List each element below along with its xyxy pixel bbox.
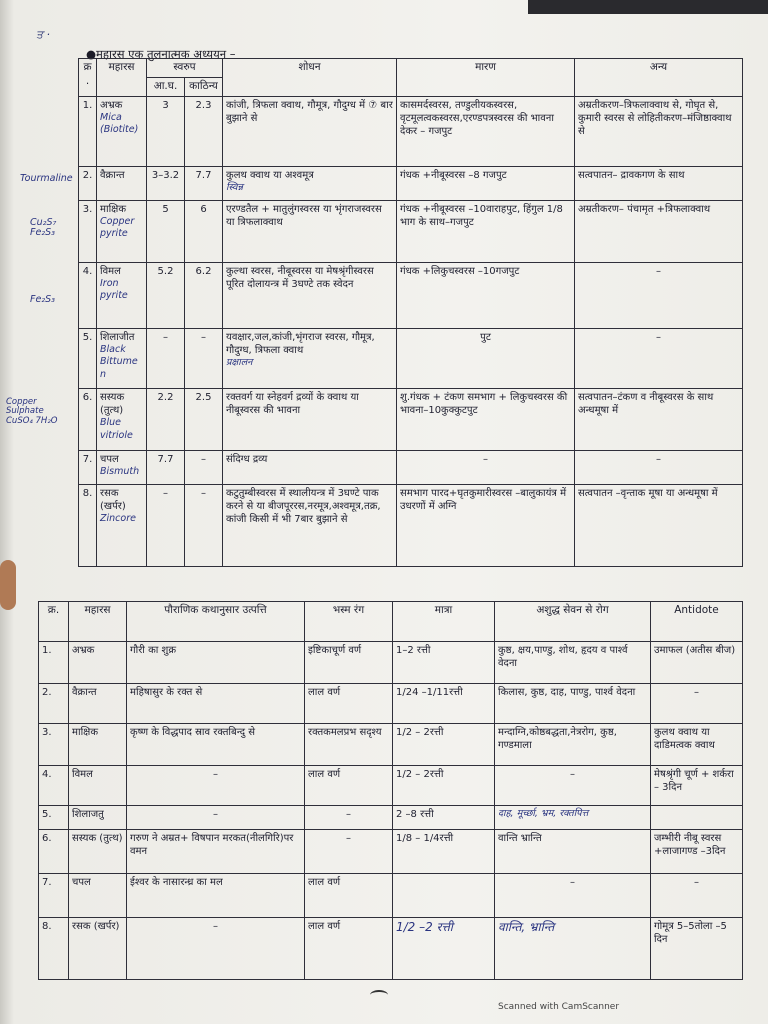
row-color: रक्तकमलप्रभ सदृश्य <box>305 724 393 766</box>
row-name: रसक (खर्पर) Zincore <box>97 484 147 566</box>
row-disease: वान्ति भ्रान्ति <box>495 830 651 874</box>
finger-shadow <box>0 560 16 610</box>
properties-table <box>38 601 743 980</box>
header-story: पौराणिक कथानुसार उत्पत्ति <box>127 602 305 642</box>
row-num: 7. <box>39 874 69 918</box>
row-num: 5. <box>79 328 97 388</box>
row-color: – <box>305 830 393 874</box>
row-num: 2. <box>79 166 97 200</box>
table-row <box>39 684 743 724</box>
table-row <box>79 200 743 262</box>
header-num: क्र. <box>39 602 69 642</box>
row-anya: सत्वपातन –वृन्ताक मूषा या अन्धमूषा में <box>575 484 743 566</box>
header-hardness: काठिन्य <box>185 77 223 96</box>
row-disease: मन्दाग्नि,कोष्ठबद्धता,नेत्ररोग, कुष्ठ, गण्डमाला <box>495 724 651 766</box>
row-name: सस्यक (तुत्थ) Blue vitriole <box>97 388 147 450</box>
row-num: 8. <box>39 918 69 980</box>
row-maran: गंधक +नीबूस्वरस –10वाराहपुट, हिंगुल 1/8 भाग के साथ–गजपुट <box>397 200 575 262</box>
row-dose: 1/2 – 2रत्ती <box>393 766 495 806</box>
row-antidote: – <box>651 874 743 918</box>
table-row <box>79 450 743 484</box>
table-row <box>79 328 743 388</box>
row-anya: सत्वपातन– द्रावकगण के साथ <box>575 166 743 200</box>
row-hardness: – <box>185 450 223 484</box>
table-row <box>39 724 743 766</box>
header-antidote: Antidote <box>651 602 743 642</box>
row-maran: पुट <box>397 328 575 388</box>
row-maran: समभाग पारद+घृतकुमारीस्वरस –बालुकायंत्र में उधरणों में अग्नि <box>397 484 575 566</box>
row-dose: 1–2 रत्ती <box>393 642 495 684</box>
page-corner-shadow <box>528 0 768 14</box>
row-name: अभ्रक Mica (Biotite) <box>97 96 147 166</box>
row-name: शिलाजतु <box>69 806 127 830</box>
row-disease: दाह, मूर्च्छा, भ्रम, रक्तपित्त <box>495 806 651 830</box>
table-row <box>79 388 743 450</box>
row-name: चपल <box>69 874 127 918</box>
header-dose: मात्रा <box>393 602 495 642</box>
row-sg: 7.7 <box>147 450 185 484</box>
margin-note-4: Copper Sulphate CuSO₄ 7H₂O <box>6 397 58 426</box>
row-antidote: कुलथ क्वाथ या दाडिमत्वक क्वाथ <box>651 724 743 766</box>
row-name: विमल <box>69 766 127 806</box>
comparison-table <box>78 58 743 567</box>
table-row <box>79 166 743 200</box>
row-antidote: जम्भीरी नीबू स्वरस +लाजागण्ड –3दिन <box>651 830 743 874</box>
row-name: विमल Iron pyrite <box>97 262 147 328</box>
table-row <box>79 262 743 328</box>
row-sg: 3 <box>147 96 185 166</box>
row-num: 1. <box>39 642 69 684</box>
row-shodhan: संदिग्ध द्रव्य <box>223 450 397 484</box>
row-color: लाल वर्ण <box>305 874 393 918</box>
table-row <box>39 766 743 806</box>
row-color: – <box>305 806 393 830</box>
row-dose <box>393 874 495 918</box>
row-num: 6. <box>79 388 97 450</box>
row-shodhan: कांजी, त्रिफला क्वाथ, गौमूत्र, गौदुग्ध में ⑦ बार बुझाने से <box>223 96 397 166</box>
row-dose: 2 –8 रत्ती <box>393 806 495 830</box>
row-name: चपल Bismuth <box>97 450 147 484</box>
row-anya: – <box>575 450 743 484</box>
margin-note-3: Fe₂S₃ <box>30 294 55 305</box>
row-sg: 2.2 <box>147 388 185 450</box>
row-disease: – <box>495 874 651 918</box>
row-sg: 5.2 <box>147 262 185 328</box>
row-antidote <box>651 806 743 830</box>
header-anya: अन्य <box>575 59 743 97</box>
margin-note-2: Cu₂S₇ Fe₂S₃ <box>30 217 57 239</box>
row-shodhan: एरण्डतैल + मातुलुंगस्वरस या भृंगराजस्वरस या त्रिफलाक्वाथ <box>223 200 397 262</box>
row-story: गरुण ने अम्रत+ विषपान मरकत(नीलगिरि)पर वमन <box>127 830 305 874</box>
row-hardness: 2.3 <box>185 96 223 166</box>
row-sg: – <box>147 484 185 566</box>
row-maran: गंधक +नीबूस्वरस –8 गजपुट <box>397 166 575 200</box>
row-dose: 1/2 –2 रत्ती <box>393 918 495 980</box>
row-num: 6. <box>39 830 69 874</box>
row-num: 7. <box>79 450 97 484</box>
row-sg: – <box>147 328 185 388</box>
row-name: अभ्रक <box>69 642 127 684</box>
table-row <box>39 642 743 684</box>
row-hardness: – <box>185 328 223 388</box>
row-disease: कुष्ठ, क्षय,पाण्डु, शोथ, हृदय व पार्श्व वेदना <box>495 642 651 684</box>
row-color: लाल वर्ण <box>305 766 393 806</box>
row-story: – <box>127 918 305 980</box>
corner-mark: ਤ · <box>36 28 51 41</box>
header-disease: अशुद्ध सेवन से रोग <box>495 602 651 642</box>
table-row <box>39 830 743 874</box>
scanner-footer: Scanned with CamScanner <box>498 1002 620 1012</box>
row-num: 3. <box>39 724 69 766</box>
row-maran: – <box>397 450 575 484</box>
row-disease: किलास, कुष्ठ, दाह, पाण्डु, पार्श्व वेदना <box>495 684 651 724</box>
row-num: 8. <box>79 484 97 566</box>
row-hardness: – <box>185 484 223 566</box>
header-color: भस्म रंग <box>305 602 393 642</box>
table-row <box>39 874 743 918</box>
row-shodhan: यवक्षार,जल,कांजी,भृंगराज स्वरस, गौमूत्र, गौदुग्ध, त्रिफला क्वाथ प्रक्षालन <box>223 328 397 388</box>
row-shodhan: कुलथ क्वाथ या अश्वमूत्र स्विन्न <box>223 166 397 200</box>
header-svarup: स्वरुप <box>147 59 223 78</box>
row-disease: – <box>495 766 651 806</box>
row-story: कृष्ण के विद्धपाद स्राव रक्तबिन्दु से <box>127 724 305 766</box>
row-anya: अम्रतीकरण– पंचामृत +त्रिफलाक्वाथ <box>575 200 743 262</box>
row-name: वैक्रान्त <box>69 684 127 724</box>
row-dose: 1/24 –1/11रत्ती <box>393 684 495 724</box>
row-shodhan: कुल्था स्वरस, नीबूस्वरस या मेषश्रृंगीस्वरस पूरित दोलायन्त्र में 3घण्टे तक स्वेदन <box>223 262 397 328</box>
row-shodhan: रक्तवर्ग या स्नेहवर्ग द्रव्यों के क्वाथ या नीबूस्वरस की भावना <box>223 388 397 450</box>
row-sg: 3–3.2 <box>147 166 185 200</box>
scribble-mark <box>370 990 388 1000</box>
row-disease: वान्ति, भ्रान्ति <box>495 918 651 980</box>
row-dose: 1/8 – 1/4रत्ती <box>393 830 495 874</box>
row-antidote: – <box>651 684 743 724</box>
row-shodhan: कटुतुम्बीस्वरस में स्थालीयन्त्र में 3घण्टे पाक करने से या बीजपूररस,नरमूत्र,अश्वमूत्र,तक्र, कांजी किसी में भी 7बार बुझाने से <box>223 484 397 566</box>
row-name: सस्यक (तुत्थ) <box>69 830 127 874</box>
row-hardness: 7.7 <box>185 166 223 200</box>
header-num: क्र. <box>79 59 97 97</box>
row-anya: सत्वपातन–टंकण व नीबूस्वरस के साथ अन्धमूषा में <box>575 388 743 450</box>
row-name: रसक (खर्पर) <box>69 918 127 980</box>
row-dose: 1/2 – 2रत्ती <box>393 724 495 766</box>
row-story: ईश्वर के नासारन्ध्र का मल <box>127 874 305 918</box>
header-shodhan: शोधन <box>223 59 397 97</box>
row-story: – <box>127 766 305 806</box>
row-story: – <box>127 806 305 830</box>
table-row <box>39 806 743 830</box>
header-maran: मारण <box>397 59 575 97</box>
row-name: माक्षिक Copper pyrite <box>97 200 147 262</box>
row-num: 5. <box>39 806 69 830</box>
header-sg: आ.घ. <box>147 77 185 96</box>
row-num: 3. <box>79 200 97 262</box>
header-name: महारस <box>69 602 127 642</box>
row-story: गौरी का शुक्र <box>127 642 305 684</box>
row-name: वैक्रान्त <box>97 166 147 200</box>
row-hardness: 2.5 <box>185 388 223 450</box>
row-sg: 5 <box>147 200 185 262</box>
row-maran: शु.गंधक + टंकण समभाग + लिकुचस्वरस की भावना–10कुक्कुटपुट <box>397 388 575 450</box>
row-num: 2. <box>39 684 69 724</box>
row-hardness: 6.2 <box>185 262 223 328</box>
row-num: 4. <box>79 262 97 328</box>
table-row <box>39 918 743 980</box>
row-name: माक्षिक <box>69 724 127 766</box>
page-heading: ●महारस एक तुलनात्मक अध्ययन – <box>86 47 236 61</box>
row-num: 1. <box>79 96 97 166</box>
row-maran: कासमर्दस्वरस, तण्डुलीयकस्वरस, वृटमूलत्वकस्वरस,एरण्डपत्रस्वरस की भावना देकर – गजपुट <box>397 96 575 166</box>
row-name: शिलाजीत Black Bittumen <box>97 328 147 388</box>
row-antidote: उमाफल (अतीस बीज) <box>651 642 743 684</box>
table-row <box>79 96 743 166</box>
row-color: लाल वर्ण <box>305 684 393 724</box>
row-story: महिषासुर के रक्त से <box>127 684 305 724</box>
row-anya: – <box>575 328 743 388</box>
row-antidote: गोमूत्र 5–5तोला –5 दिन <box>651 918 743 980</box>
row-color: लाल वर्ण <box>305 918 393 980</box>
header-name: महारस <box>97 59 147 97</box>
row-antidote: मेषश्रृंगी चूर्ण + शर्करा – 3दिन <box>651 766 743 806</box>
row-anya: – <box>575 262 743 328</box>
margin-note-1: Tourmaline <box>20 173 73 184</box>
table-row <box>79 484 743 566</box>
row-anya: अम्रतीकरण–त्रिफलाक्वाथ से, गोघृत से, कुमारी स्वरस से लोहितीकरण–मंजिष्ठाक्वाथ से <box>575 96 743 166</box>
row-color: इष्टिकाचूर्ण वर्ण <box>305 642 393 684</box>
row-hardness: 6 <box>185 200 223 262</box>
row-num: 4. <box>39 766 69 806</box>
row-maran: गंधक +लिकुचस्वरस –10गजपुट <box>397 262 575 328</box>
